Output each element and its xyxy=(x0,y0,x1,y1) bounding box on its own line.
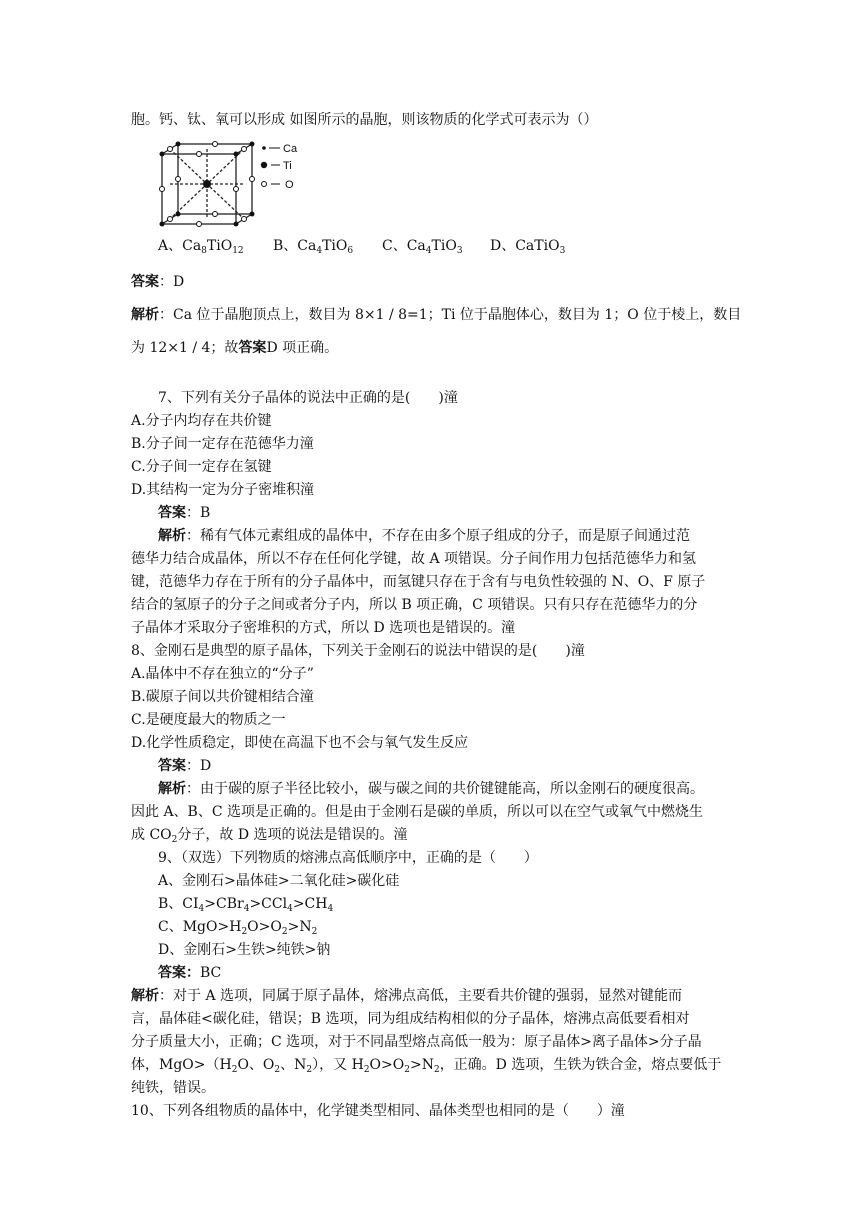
q6-answer: 答案：D xyxy=(131,274,185,290)
q7-option-b: B.分子间一定存在范德华力潼 xyxy=(131,436,314,452)
q7-option-a: A.分子内均存在共价键 xyxy=(131,413,272,429)
q6-analysis-line-1: 解析：Ca 位于晶胞顶点上，数目为 8×1 / 8=1；Ti 位于晶胞体心，数目为 1；O 位于棱上，数目 xyxy=(131,307,742,323)
q8-analysis-line-2: 因此 A、B、C 选项是正确的。但是由于金刚石是碳的单质，所以可以在空气或氧气中燃烧生 xyxy=(131,804,704,820)
q9-option-b: B、$CI_4>CBr_4>CCl_4>CH_4$ xyxy=(158,896,334,914)
q6-intro: 胞。钙、钛、氧可以形成 如图所示的晶胞，则该物质的化学式可表示为（） xyxy=(131,112,598,128)
q8-option-b: B.碳原子间以共价键相结合潼 xyxy=(131,689,314,705)
legend-o: O xyxy=(285,179,294,191)
q8-option-a: A.晶体中不存在独立的“分子” xyxy=(131,666,314,682)
q8-analysis-line-1: 解析：由于碳的原子半径比较小，碳与碳之间的共价键键能高，所以金刚石的硬度很高。 xyxy=(158,781,704,797)
figure-legend xyxy=(261,143,298,191)
q9-option-d: D、金刚石>生铁>纯铁>钠 xyxy=(158,942,331,958)
q9-stem: 9、（双选）下列物质的熔沸点高低顺序中，正确的是（ ） xyxy=(158,850,538,866)
q9-answer: 答案：BC xyxy=(158,965,222,981)
legend-ca: Ca xyxy=(283,143,298,155)
q8-analysis-line-3: 成 $CO_2$分子，故 D 选项的说法是错误的。潼 xyxy=(131,827,408,845)
q9-analysis-line-3: 分子质量大小，正确；C 选项，对于不同晶型熔点高低一般为：原子晶体>离子晶体>分子晶 xyxy=(131,1034,702,1050)
ti-atom xyxy=(203,180,211,188)
q9-analysis-line-2: 言，晶体硅<碳化硅，错误；B 选项，同为组成结构相似的分子晶体，熔沸点高低要看相对 xyxy=(131,1011,690,1027)
q7-analysis-line-2: 德华力结合成晶体，所以不存在任何化学键，故 A 项错误。分子间作用力包括范德华力和氢 xyxy=(131,551,697,567)
q8-option-c: C.是硬度最大的物质之一 xyxy=(131,712,286,728)
o-legend-marker xyxy=(262,182,267,187)
q6-analysis-line-2: 为 12×1 / 4；故答案D 项正确。 xyxy=(131,340,339,356)
q7-option-d: D.其结构一定为分子密堆积潼 xyxy=(131,482,315,498)
q8-option-d: D.化学性质稳定，即使在高温下也不会与氧气发生反应 xyxy=(131,735,469,751)
q7-stem: 7、下列有关分子晶体的说法中正确的是( )潼 xyxy=(158,390,458,406)
q7-analysis-line-3: 键，范德华力存在于所有的分子晶体中，而氢键只存在于含有与电负性较强的 N、O、F 原子 xyxy=(131,574,706,590)
ca-legend-marker xyxy=(262,146,266,150)
q10-stem: 10、下列各组物质的晶体中，化学键类型相同、晶体类型也相同的是（ ）潼 xyxy=(131,1103,625,1119)
q6-option-d: D、CaTiO$_3$ xyxy=(490,238,566,256)
q8-stem: 8、金刚石是典型的原子晶体，下列关于金刚石的说法中错误的是( )潼 xyxy=(131,643,585,659)
q9-analysis-line-1: 解析：对于 A 选项，同属于原子晶体，熔沸点高低，主要看共价键的强弱，显然对键能而 xyxy=(131,988,683,1004)
q7-answer: 答案：B xyxy=(158,505,211,521)
q6-option-a: A、$Ca_8TiO_{12}$ xyxy=(158,238,244,256)
perovskite-unit-cell-figure xyxy=(156,140,316,230)
q7-option-c: C.分子间一定存在氢键 xyxy=(131,459,272,475)
legend-ti: Ti xyxy=(283,160,292,172)
q8-answer: 答案：D xyxy=(158,758,212,774)
q9-option-c: C、$MgO>H_2O>O_2>N_2$ xyxy=(158,919,318,937)
q9-analysis-line-4: 体，$MgO>(H_2O$、$O_2$、$N_2$），又 $H_2O>O_2>N_2$，正确。D 选项，生铁为铁合金，熔点要低于 xyxy=(131,1057,722,1075)
q7-analysis-line-1: 解析：稀有气体元素组成的晶体中，不存在由多个原子组成的分子，而是原子间通过范 xyxy=(158,528,690,544)
ti-legend-marker xyxy=(261,162,267,168)
q7-analysis-line-4: 结合的氢原子的分子之间或者分子内，所以 B 项正确，C 项错误。只有只存在范德华力的分 xyxy=(131,597,698,613)
q6-option-b: B、$Ca_4TiO_6$ xyxy=(273,238,354,256)
q9-option-a: A、金刚石>晶体硅>二氧化硅>碳化硅 xyxy=(158,873,400,889)
q7-analysis-line-5: 子晶体才采取分子密堆积的方式，所以 D 选项也是错误的。潼 xyxy=(131,620,516,636)
q9-analysis-line-5: 纯铁，错误。 xyxy=(131,1080,215,1096)
q6-option-c: C、$Ca_4TiO_3$ xyxy=(382,238,463,256)
